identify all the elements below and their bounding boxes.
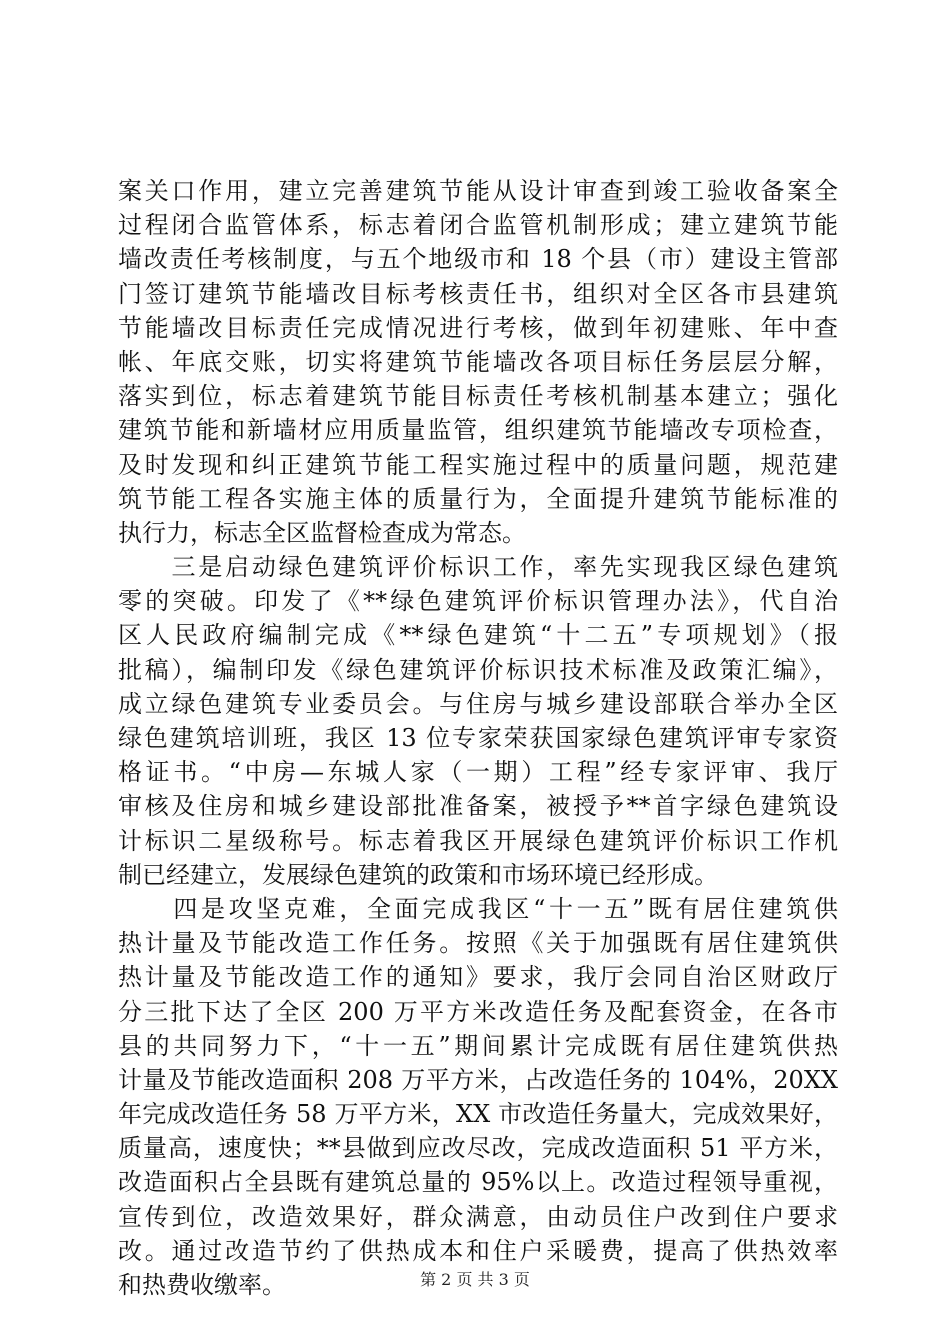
text-line: 分三批下达了全区 200 万平方米改造任务及配套资金，在各市 bbox=[118, 997, 838, 1026]
text-line: 及时发现和纠正建筑节能工程实施过程中的质量问题，规范建 bbox=[118, 450, 838, 479]
text-line: 计量及节能改造面积 208 万平方米，占改造任务的 104%，20XX bbox=[118, 1065, 838, 1094]
body-text bbox=[118, 174, 838, 1302]
page-footer: 第 2 页 共 3 页 bbox=[420, 1270, 530, 1289]
text-line: 改。通过改造节约了供热成本和住户采暖费，提高了供热效率 bbox=[118, 1236, 838, 1265]
text-line: 计标识二星级称号。标志着我区开展绿色建筑评价标识工作机 bbox=[118, 826, 838, 855]
text-line: 批稿），编制印发《绿色建筑评价标识技术标准及政策汇编》， bbox=[118, 655, 838, 684]
text-line: 质量高，速度快；**县做到应改尽改，完成改造面积 51 平方米， bbox=[118, 1134, 838, 1163]
paragraph-2 bbox=[118, 892, 838, 1302]
text-line: 年完成改造任务 58 万平方米，XX 市改造任务量大，完成效果好， bbox=[118, 1100, 838, 1129]
text-line: 成立绿色建筑专业委员会。与住房与城乡建设部联合举办全区 bbox=[118, 689, 838, 718]
text-line: 帐、年底交账，切实将建筑节能墙改各项目标任务层层分解， bbox=[118, 347, 838, 376]
text-line: 过程闭合监管体系，标志着闭合监管机制形成；建立建筑节能 bbox=[118, 211, 838, 240]
text-line: 筑节能工程各实施主体的质量行为，全面提升建筑节能标准的 bbox=[118, 484, 838, 513]
text-line: 热计量及节能改造工作的通知》要求，我厅会同自治区财政厅 bbox=[118, 963, 838, 992]
text-line: 门签订建筑节能墙改目标考核责任书，组织对全区各市县建筑 bbox=[118, 279, 838, 308]
text-line: 落实到位，标志着建筑节能目标责任考核机制基本建立；强化 bbox=[118, 382, 838, 411]
text-line: 墙改责任考核制度，与五个地级市和 18 个县（市）建设主管部 bbox=[118, 245, 838, 274]
text-line: 县的共同努力下，“十一五”期间累计完成既有居住建筑供热 bbox=[118, 1031, 838, 1060]
text-line: 三是启动绿色建筑评价标识工作，率先实现我区绿色建筑 bbox=[118, 553, 838, 582]
text-line: 节能墙改目标责任完成情况进行考核，做到年初建账、年中查 bbox=[118, 313, 838, 342]
text-line: 和热费收缴率。 bbox=[118, 1271, 286, 1299]
text-line: 区人民政府编制完成《**绿色建筑“十二五”专项规划》（报 bbox=[118, 621, 838, 650]
text-line: 制已经建立，发展绿色建筑的政策和市场环境已经形成。 bbox=[118, 860, 718, 889]
text-line: 格证书。“中房—东城人家（一期）工程”经专家评审、我厅 bbox=[118, 758, 838, 787]
text-line: 案关口作用，建立完善建筑节能从设计审查到竣工验收备案全 bbox=[118, 177, 838, 205]
text-line: 零的突破。印发了《**绿色建筑评价标识管理办法》，代自治 bbox=[118, 587, 838, 616]
text-line: 四是攻坚克难，全面完成我区“十一五”既有居住建筑供 bbox=[118, 894, 838, 923]
paragraph-0 bbox=[118, 174, 838, 550]
text-line: 审核及住房和城乡建设部批准备案，被授予**首字绿色建筑设 bbox=[118, 792, 838, 821]
text-line: 改造面积占全县既有建筑总量的 95%以上。改造过程领导重视， bbox=[118, 1168, 838, 1197]
text-line: 建筑节能和新墙材应用质量监管，组织建筑节能墙改专项检查， bbox=[118, 416, 838, 445]
paragraph-1 bbox=[118, 550, 838, 892]
text-line: 热计量及节能改造工作任务。按照《关于加强既有居住建筑供 bbox=[118, 929, 838, 958]
text-line: 执行力，标志全区监督检查成为常态。 bbox=[118, 518, 526, 547]
text-line: 绿色建筑培训班，我区 13 位专家荣获国家绿色建筑评审专家资 bbox=[118, 724, 838, 752]
text-line: 宣传到位，改造效果好，群众满意，由动员住户改到住户要求 bbox=[118, 1202, 838, 1231]
